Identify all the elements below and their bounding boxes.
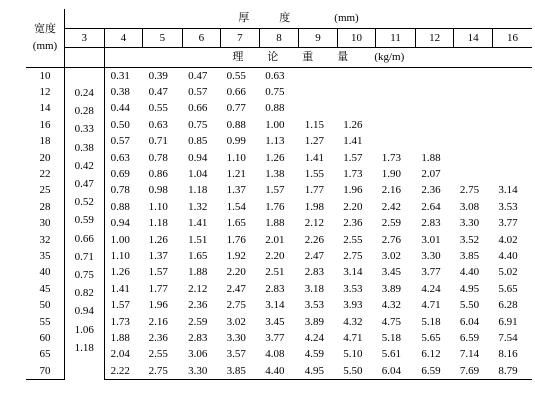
weight-cell [492, 166, 532, 182]
weight-cell: 1.41 [110, 282, 130, 295]
weight-cell: 5.18 [421, 315, 441, 328]
weight-cell: 3.14 [265, 299, 285, 312]
theory-header-label: 理论重量 [232, 51, 373, 63]
thickness-col-header: 14 [454, 29, 493, 48]
weight-cell: 0.88 [265, 102, 285, 115]
weight-cell: 1.18 [148, 217, 168, 230]
weight-cell: 4.59 [304, 348, 324, 361]
weight-cell: 2.51 [265, 266, 285, 279]
weight-cell: 0.78 [148, 151, 168, 164]
weight-cell: 0.77 [226, 102, 246, 115]
weight-cell: 0.44 [110, 102, 130, 115]
width-cell: 30 [26, 216, 65, 232]
weight-cell: 1.27 [304, 135, 324, 148]
weight-cell: 1.73 [343, 168, 363, 181]
weight-cell [337, 68, 376, 85]
weight-cell: 1.41 [304, 151, 324, 164]
weight-cell: 0.57 [188, 86, 208, 99]
width-cell: 55 [26, 314, 65, 330]
weight-cell [415, 68, 454, 85]
weight-cell: 1.26 [110, 266, 130, 279]
weight-cell: 4.32 [381, 299, 402, 312]
weight-cell: 2.83 [421, 217, 441, 230]
steel-weight-table [26, 9, 532, 380]
weight-cell: 1.92 [226, 249, 246, 262]
weight-cell: 0.94 [188, 151, 208, 164]
weight-cell: 5.10 [343, 348, 363, 361]
weight-cell: 0.75 [188, 118, 208, 131]
weight-cell: 5.65 [498, 282, 518, 295]
weight-cell: 4.95 [459, 282, 480, 295]
weight-cell: 1.65 [188, 249, 208, 262]
weight-cell: 2.20 [226, 266, 246, 279]
weight-cell: 3.02 [226, 315, 246, 328]
weight-cell: 1.90 [381, 168, 402, 181]
thickness-header-cell [65, 9, 532, 29]
weight-cell: 0.31 [110, 69, 130, 82]
weight-cell: 2.83 [265, 282, 285, 295]
width-cell: 18 [26, 134, 65, 150]
weight-cell: 4.95 [299, 363, 338, 380]
weight-cell: 2.47 [304, 249, 324, 262]
width-cell: 60 [26, 330, 65, 346]
weight-cell: 3.85 [221, 363, 260, 380]
width-cell: 45 [26, 281, 65, 297]
weight-cell [454, 150, 493, 166]
weight-cell [454, 101, 493, 117]
weight-cell: 0.78 [110, 184, 130, 197]
thickness-3-value: 0.94 [74, 305, 94, 318]
weight-cell: 2.12 [304, 217, 324, 230]
weight-cell: 7.54 [498, 331, 518, 344]
weight-cell: 2.26 [304, 233, 324, 246]
weight-cell: 2.75 [143, 363, 183, 380]
weight-cell: 3.89 [381, 282, 402, 295]
width-cell: 28 [26, 199, 65, 215]
weight-cell: 3.08 [459, 200, 480, 213]
weight-cell: 3.06 [188, 348, 208, 361]
weight-cell: 1.88 [188, 266, 208, 279]
weight-cell: 1.88 [421, 151, 441, 164]
thickness-col-header: 11 [376, 29, 416, 48]
thickness-3-value: 0.28 [74, 105, 94, 118]
weight-cell [337, 84, 376, 100]
weight-cell: 2.16 [148, 315, 168, 328]
weight-cell: 1.32 [188, 200, 208, 213]
weight-cell: 4.24 [304, 331, 324, 344]
weight-cell [337, 101, 376, 117]
weight-cell: 0.39 [148, 69, 168, 82]
weight-cell: 5.50 [337, 363, 376, 380]
weight-cell [492, 68, 532, 85]
weight-cell [299, 101, 338, 117]
thickness-3-value: 0.59 [74, 214, 94, 227]
weight-cell: 0.55 [148, 102, 168, 115]
weight-cell: 0.66 [226, 86, 246, 99]
weight-cell: 5.18 [381, 331, 402, 344]
weight-cell: 2.59 [381, 217, 402, 230]
thickness-col-header: 4 [104, 29, 143, 48]
weight-cell: 3.53 [343, 282, 363, 295]
weight-cell: 2.16 [381, 184, 402, 197]
theory-spacer-cell [65, 48, 105, 68]
width-cell: 35 [26, 248, 65, 264]
weight-cell: 2.07 [421, 168, 441, 181]
weight-cell: 2.36 [148, 331, 168, 344]
thickness-col-header: 12 [415, 29, 454, 48]
weight-cell: 3.85 [459, 249, 480, 262]
weight-cell: 2.83 [304, 266, 324, 279]
width-cell: 22 [26, 166, 65, 182]
weight-cell: 1.65 [226, 217, 246, 230]
weight-cell: 3.14 [343, 266, 363, 279]
weight-cell: 2.20 [265, 249, 285, 262]
weight-cell: 1.57 [343, 151, 363, 164]
weight-cell [454, 68, 493, 85]
weight-cell: 5.65 [421, 331, 441, 344]
weight-cell [415, 134, 454, 150]
weight-cell: 2.59 [188, 315, 208, 328]
weight-cell: 3.14 [498, 184, 518, 197]
weight-cell: 6.28 [498, 299, 518, 312]
theory-header-cell [104, 48, 532, 68]
weight-cell: 0.63 [265, 69, 285, 82]
weight-cell: 4.08 [265, 348, 285, 361]
weight-cell: 1.10 [148, 200, 168, 213]
weight-cell: 1.26 [265, 151, 285, 164]
weight-cell: 8.79 [492, 363, 532, 380]
weight-cell: 2.75 [459, 184, 480, 197]
weight-cell [299, 84, 338, 100]
weight-cell: 4.71 [421, 299, 441, 312]
weight-cell: 6.91 [498, 315, 518, 328]
weight-cell: 0.88 [110, 200, 130, 213]
weight-cell: 2.36 [188, 299, 208, 312]
weight-cell: 3.01 [421, 233, 441, 246]
weight-cell: 5.02 [498, 266, 518, 279]
width-cell: 50 [26, 297, 65, 313]
weight-cell: 1.77 [148, 282, 168, 295]
weight-cell: 0.66 [188, 102, 208, 115]
weight-cell: 3.77 [421, 266, 441, 279]
weight-cell: 1.00 [110, 233, 130, 246]
weight-cell: 1.41 [343, 135, 363, 148]
weight-cell: 1.26 [343, 118, 363, 131]
weight-cell: 2.55 [343, 233, 363, 246]
weight-cell [376, 84, 416, 100]
weight-cell: 1.04 [188, 168, 208, 181]
weight-cell: 6.04 [376, 363, 416, 380]
weight-cell: 2.42 [381, 200, 402, 213]
weight-cell: 2.04 [110, 348, 130, 361]
weight-cell: 0.50 [110, 118, 130, 131]
weight-cell: 2.47 [226, 282, 246, 295]
weight-cell: 2.75 [343, 249, 363, 262]
width-header-cell [26, 9, 65, 68]
width-cell: 12 [26, 84, 65, 100]
weight-cell: 0.47 [148, 86, 168, 99]
thickness-col-header: 9 [299, 29, 338, 48]
weight-cell: 6.12 [421, 348, 441, 361]
thickness-header-label: 厚度 [238, 12, 321, 24]
weight-cell: 0.86 [148, 168, 168, 181]
weight-cell: 1.37 [148, 249, 168, 262]
thickness-3-value: 0.71 [74, 250, 94, 263]
weight-cell [376, 68, 416, 85]
weight-cell: 1.88 [110, 331, 130, 344]
weight-cell: 1.73 [110, 315, 130, 328]
weight-cell: 3.89 [304, 315, 324, 328]
weight-cell [376, 117, 416, 133]
weight-cell: 3.18 [304, 282, 324, 295]
weight-cell: 1.13 [265, 135, 285, 148]
width-cell: 20 [26, 150, 65, 166]
width-cell: 40 [26, 265, 65, 281]
thickness-col-header: 3 [65, 29, 105, 48]
weight-cell: 3.30 [459, 217, 480, 230]
weight-cell: 2.20 [343, 200, 363, 213]
thickness-3-value: 0.52 [74, 196, 94, 209]
weight-cell [376, 134, 416, 150]
weight-cell: 0.94 [110, 217, 130, 230]
weight-cell: 2.22 [104, 363, 143, 380]
theory-header-unit: (kg/m) [374, 51, 405, 63]
weight-cell: 4.24 [421, 282, 441, 295]
weight-cell: 3.52 [459, 233, 480, 246]
thickness-3-value: 1.06 [74, 323, 94, 336]
thickness-3-column [65, 68, 105, 380]
weight-cell [492, 134, 532, 150]
weight-cell: 4.40 [498, 249, 518, 262]
weight-cell [492, 101, 532, 117]
weight-cell: 0.85 [188, 135, 208, 148]
weight-cell: 7.69 [454, 363, 493, 380]
weight-cell: 1.57 [110, 299, 130, 312]
weight-cell: 1.41 [188, 217, 208, 230]
weight-cell: 1.38 [265, 168, 285, 181]
weight-cell: 0.75 [265, 86, 285, 99]
width-cell: 65 [26, 347, 65, 363]
weight-cell [376, 101, 416, 117]
weight-cell: 3.53 [304, 299, 324, 312]
weight-cell [415, 101, 454, 117]
weight-cell: 1.37 [226, 184, 246, 197]
weight-cell: 1.10 [226, 151, 246, 164]
thickness-3-value: 0.75 [74, 269, 94, 282]
weight-cell: 2.83 [188, 331, 208, 344]
weight-cell: 6.59 [459, 331, 480, 344]
weight-cell: 3.30 [226, 331, 246, 344]
weight-cell: 4.02 [498, 233, 518, 246]
weight-cell: 1.10 [110, 249, 130, 262]
weight-cell: 2.75 [226, 299, 246, 312]
weight-cell: 1.88 [265, 217, 285, 230]
weight-cell [454, 84, 493, 100]
weight-cell: 1.26 [148, 233, 168, 246]
weight-cell: 1.73 [381, 151, 402, 164]
table-row [26, 68, 532, 85]
weight-cell: 1.77 [304, 184, 324, 197]
weight-cell: 1.55 [304, 168, 324, 181]
table-body [26, 9, 532, 380]
weight-cell: 1.96 [343, 184, 363, 197]
thickness-col-header: 5 [143, 29, 183, 48]
weight-cell: 2.12 [188, 282, 208, 295]
weight-cell [454, 134, 493, 150]
weight-cell [492, 150, 532, 166]
width-cell: 10 [26, 68, 65, 85]
thickness-header-unit: (mm) [334, 12, 359, 24]
thickness-3-value: 0.33 [74, 123, 94, 136]
weight-cell [454, 117, 493, 133]
weight-cell: 4.32 [343, 315, 363, 328]
width-cell: 32 [26, 232, 65, 248]
weight-cell: 0.71 [148, 135, 168, 148]
weight-cell: 3.53 [498, 200, 518, 213]
weight-cell: 2.64 [421, 200, 441, 213]
weight-cell: 1.54 [226, 200, 246, 213]
weight-cell [492, 117, 532, 133]
thickness-3-value: 0.82 [74, 287, 94, 300]
weight-cell: 1.57 [148, 266, 168, 279]
weight-cell: 5.50 [459, 299, 480, 312]
weight-cell [415, 84, 454, 100]
weight-cell: 1.51 [188, 233, 208, 246]
weight-cell: 6.59 [415, 363, 454, 380]
thickness-3-value: 0.66 [74, 232, 94, 245]
header-row-thickness-values [26, 29, 532, 48]
weight-cell: 0.38 [110, 86, 130, 99]
header-row-theory [26, 48, 532, 68]
weight-cell: 2.36 [421, 184, 441, 197]
weight-cell: 0.98 [148, 184, 168, 197]
thickness-3-value: 0.38 [74, 141, 94, 154]
weight-cell: 5.61 [381, 348, 402, 361]
weight-cell: 3.30 [421, 249, 441, 262]
weight-cell: 4.40 [259, 363, 299, 380]
width-header-unit: (mm) [32, 40, 58, 52]
weight-cell: 4.71 [343, 331, 363, 344]
weight-cell [415, 117, 454, 133]
weight-cell: 6.04 [459, 315, 480, 328]
weight-cell: 8.16 [498, 348, 518, 361]
weight-cell [454, 166, 493, 182]
weight-cell: 3.30 [182, 363, 221, 380]
thickness-col-header: 7 [221, 29, 260, 48]
weight-cell: 1.00 [265, 118, 285, 131]
width-cell: 16 [26, 117, 65, 133]
thickness-col-header: 10 [337, 29, 376, 48]
weight-cell: 3.57 [226, 348, 246, 361]
thickness-col-header: 6 [182, 29, 221, 48]
thickness-col-header: 8 [259, 29, 299, 48]
weight-cell: 1.96 [148, 299, 168, 312]
weight-cell: 2.36 [343, 217, 363, 230]
weight-cell: 1.76 [265, 200, 285, 213]
weight-cell: 2.01 [265, 233, 285, 246]
weight-cell [492, 84, 532, 100]
width-header-label: 宽度 [34, 23, 56, 35]
weight-cell: 1.18 [188, 184, 208, 197]
weight-cell: 3.02 [381, 249, 402, 262]
weight-cell: 2.55 [148, 348, 168, 361]
thickness-col-header: 16 [492, 29, 532, 48]
width-cell: 14 [26, 101, 65, 117]
weight-cell: 4.40 [459, 266, 480, 279]
weight-cell: 0.57 [110, 135, 130, 148]
weight-cell: 3.77 [498, 217, 518, 230]
weight-cell: 7.14 [459, 348, 480, 361]
weight-cell: 0.63 [148, 118, 168, 131]
weight-cell: 4.75 [381, 315, 402, 328]
thickness-3-value: 0.42 [74, 159, 94, 172]
weight-cell: 2.76 [381, 233, 402, 246]
weight-cell: 0.99 [226, 135, 246, 148]
weight-cell: 3.93 [343, 299, 363, 312]
weight-cell: 1.15 [304, 118, 324, 131]
thickness-3-value: 0.24 [74, 87, 94, 99]
weight-cell [299, 68, 338, 85]
weight-cell: 0.47 [188, 69, 208, 82]
width-cell: 25 [26, 183, 65, 199]
thickness-3-value: 1.18 [74, 341, 94, 354]
weight-cell: 1.76 [226, 233, 246, 246]
weight-cell: 3.45 [381, 266, 402, 279]
thickness-3-value: 0.47 [74, 178, 94, 191]
width-cell: 70 [26, 363, 65, 380]
weight-cell: 0.63 [110, 151, 130, 164]
weight-cell: 1.98 [304, 200, 324, 213]
weight-cell: 1.57 [265, 184, 285, 197]
weight-cell: 3.77 [265, 331, 285, 344]
weight-cell: 0.69 [110, 168, 130, 181]
weight-cell: 3.45 [265, 315, 285, 328]
weight-cell: 1.21 [226, 168, 246, 181]
weight-cell: 0.55 [226, 69, 246, 82]
header-row-thickness [26, 9, 532, 29]
weight-cell: 0.88 [226, 118, 246, 131]
